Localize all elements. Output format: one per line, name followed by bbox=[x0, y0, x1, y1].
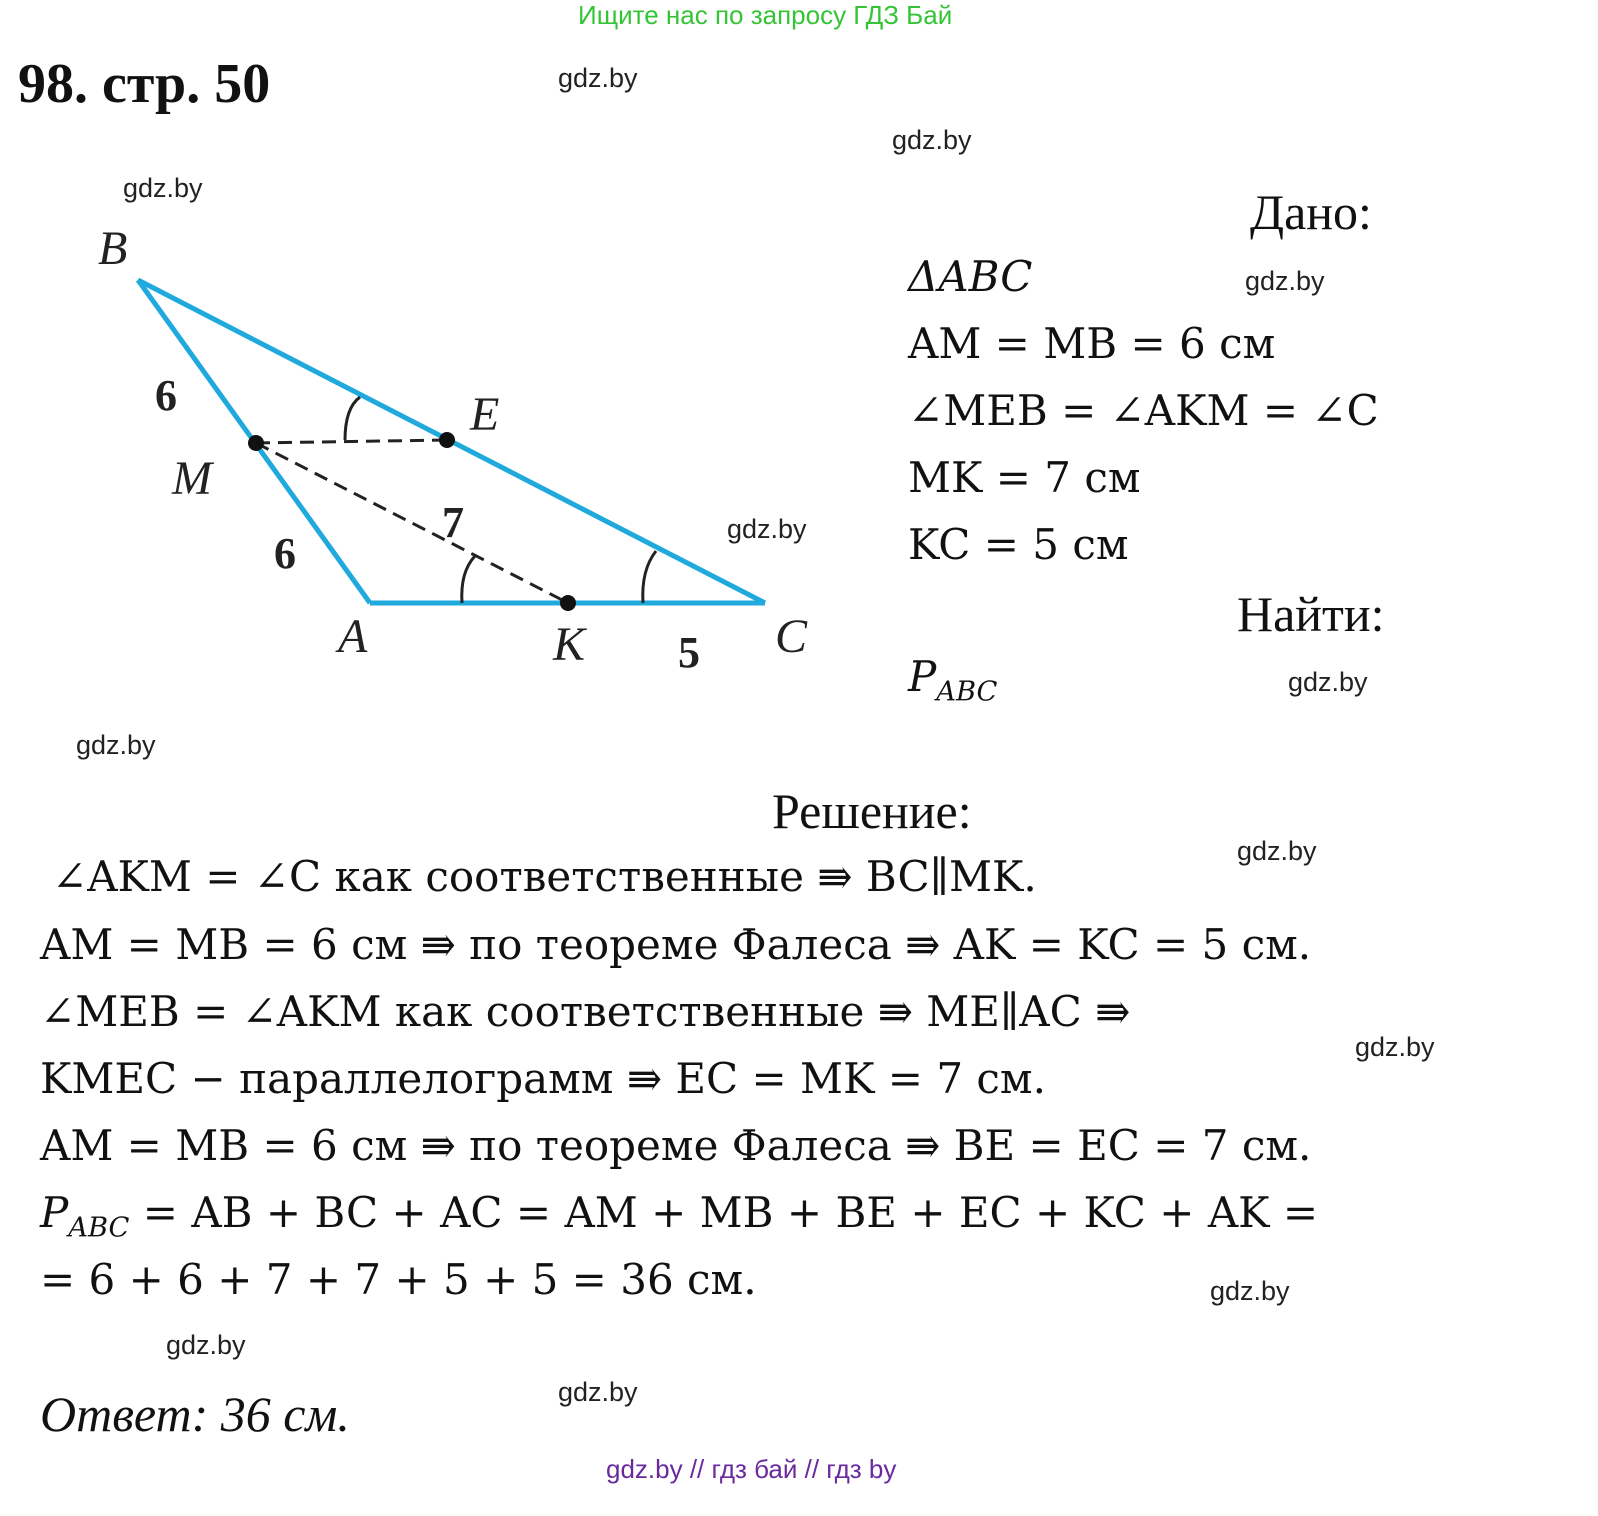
watermark: gdz.by bbox=[76, 730, 156, 760]
triangle-diagram bbox=[0, 0, 900, 720]
answer-text: Ответ: 36 см. bbox=[40, 1386, 350, 1442]
given-line: KC = 5 см bbox=[908, 520, 1129, 569]
length-mk: 7 bbox=[442, 498, 464, 547]
label-b: B bbox=[98, 222, 128, 275]
banner-text: Ищите нас по запросу ГДЗ Бай bbox=[578, 0, 953, 30]
watermark: gdz.by bbox=[558, 63, 638, 93]
length-am: 6 bbox=[274, 529, 296, 578]
watermark: gdz.by bbox=[1210, 1276, 1290, 1306]
given-line: ∠MEB = ∠AKM = ∠C bbox=[908, 386, 1379, 435]
solution-line: ∠MEB = ∠AKM как соответственные ⇛ ME∥AC ⇛ bbox=[40, 987, 1131, 1036]
watermark: gdz.by bbox=[166, 1330, 246, 1360]
solution-heading: Решение: bbox=[772, 783, 972, 839]
label-c: C bbox=[775, 610, 808, 663]
solution-line: AM = MB = 6 см ⇛ по теореме Фалеса ⇛ AK = KC = 5 см. bbox=[40, 920, 1312, 969]
given-line: AM = MB = 6 см bbox=[908, 319, 1276, 368]
length-kc: 5 bbox=[678, 628, 700, 677]
given-line: ΔABC bbox=[908, 252, 1033, 301]
find-target: $P_{ABC}$ bbox=[908, 652, 998, 708]
angle-arc-akm bbox=[462, 556, 475, 603]
watermark: gdz.by bbox=[1237, 836, 1317, 866]
solution-line: KMEC − параллелограмм ⇛ EC = MK = 7 см. bbox=[40, 1054, 1046, 1103]
angle-arc-meb bbox=[345, 397, 360, 440]
point-k bbox=[560, 595, 576, 611]
segment-mk bbox=[256, 443, 568, 603]
point-e bbox=[439, 432, 455, 448]
label-k: K bbox=[553, 618, 586, 671]
find-heading: Найти: bbox=[1237, 586, 1385, 642]
point-m bbox=[248, 435, 264, 451]
label-m: M bbox=[172, 452, 212, 505]
watermark: gdz.by bbox=[727, 514, 807, 544]
watermark: gdz.by bbox=[1288, 667, 1368, 697]
given-line: MK = 7 см bbox=[908, 453, 1141, 502]
label-e: E bbox=[470, 388, 500, 441]
footer-links: gdz.by // гдз бай // гдз by bbox=[606, 1454, 897, 1484]
segment-me bbox=[256, 440, 447, 443]
watermark: gdz.by bbox=[123, 173, 203, 203]
angle-arc-c bbox=[643, 551, 656, 603]
length-mb: 6 bbox=[155, 371, 177, 420]
label-a: A bbox=[338, 610, 368, 663]
solution-line: AM = MB = 6 см ⇛ по теореме Фалеса ⇛ BE = EC = 7 см. bbox=[40, 1121, 1312, 1170]
watermark: gdz.by bbox=[1355, 1032, 1435, 1062]
solution-perimeter-line: $P_{ABC}$ = AB + BC + AC = AM + MB + BE + EC + KC + AK = bbox=[40, 1188, 1319, 1244]
watermark: gdz.by bbox=[1245, 266, 1325, 296]
page-title: 98. стр. 50 bbox=[18, 53, 271, 115]
watermark: gdz.by bbox=[558, 1377, 638, 1407]
solution-final-line: = 6 + 6 + 7 + 7 + 5 + 5 = 36 см. bbox=[40, 1255, 757, 1304]
watermark: gdz.by bbox=[892, 125, 972, 155]
given-heading: Дано: bbox=[1250, 184, 1372, 240]
solution-line: ∠AKM = ∠C как соответственные ⇛ BC∥MK. bbox=[52, 852, 1037, 901]
